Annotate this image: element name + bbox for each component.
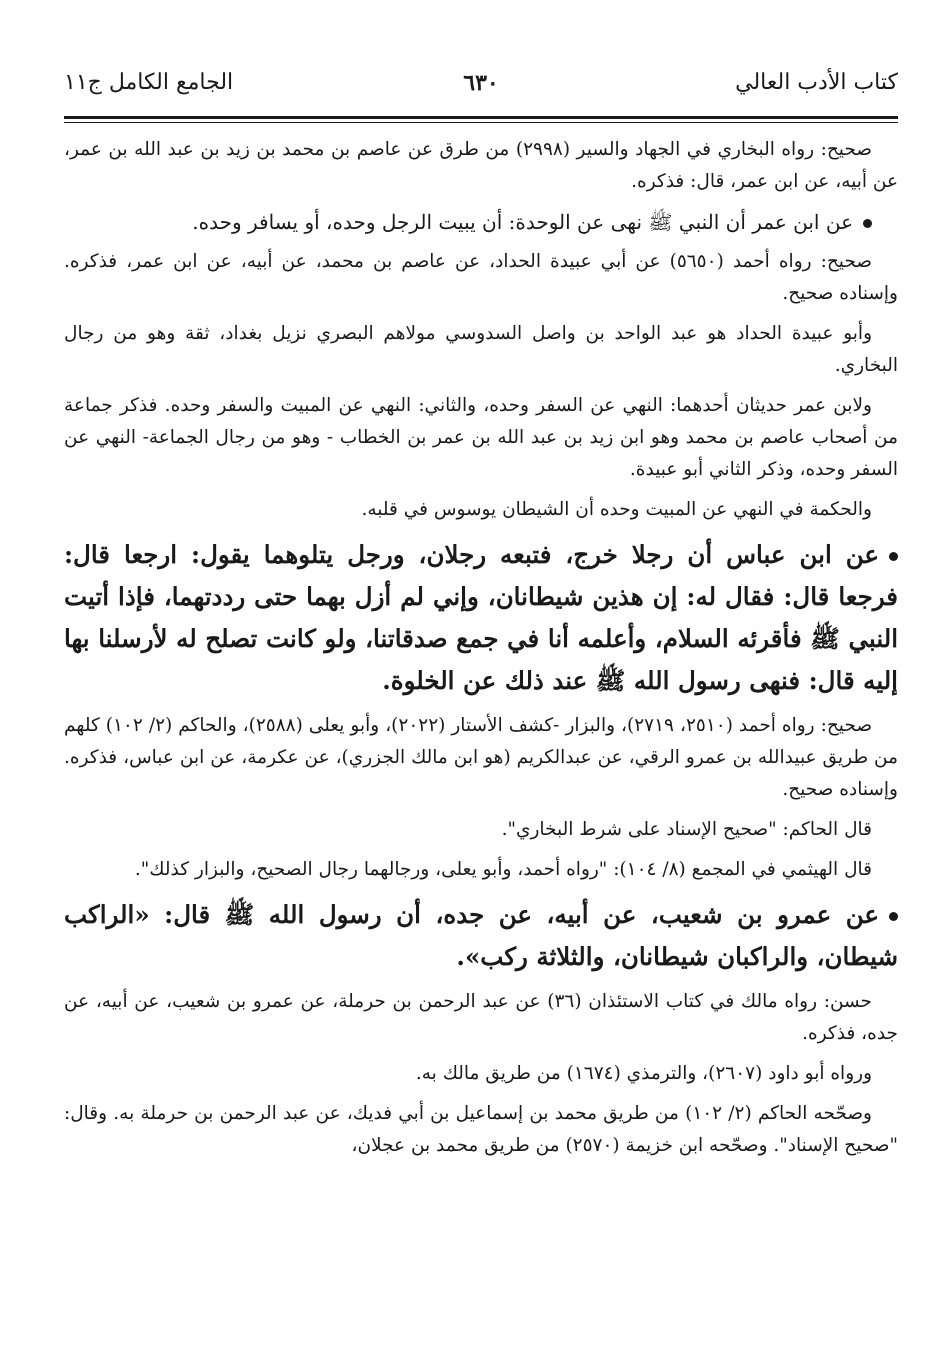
header-rule	[64, 116, 898, 123]
paragraph-text: ورواه أبو داود (٢٦٠٧)، والترمذي (١٦٧٤) من طريق مالك به.	[415, 1063, 872, 1084]
book-title: كتاب الأدب العالي	[735, 70, 898, 95]
page-body	[64, 134, 898, 1170]
commentary-paragraph	[64, 986, 898, 1050]
page-number: ٦٣٠	[463, 70, 499, 96]
paragraph-text: وصحّحه الحاكم (٢/ ١٠٢) من طريق محمد بن إسماعيل بن أبي فديك، عن عبد الرحمن بن حرملة به. وقال: "صحيح الإسناد". وصحّحه ابن خزيمة (٢٥٧٠) من طريق محمد بن عجلان،	[64, 1103, 898, 1156]
paragraph-text: والحكمة في النهي عن المبيت وحده أن الشيطان يوسوس في قلبه.	[361, 499, 872, 520]
hadith-paragraph	[64, 206, 898, 238]
paragraph-text: قال الحاكم: "صحيح الإسناد على شرط البخاري".	[501, 819, 872, 840]
paragraph-text: ولابن عمر حديثان أحدهما: النهي عن السفر وحده، والثاني: النهي عن المبيت والسفر وحده. فذكر جماعة من أصحاب عاصم بن محمد وهو ابن زيد بن عبد الله بن عمر بن الخطاب - وهو من رجال الجماعة- النهي عن السفر وحده، وذكر الثاني أبو عبيدة.	[64, 395, 898, 480]
paragraph-text: صحيح: رواه أحمد (٥٦٥٠) عن أبي عبيدة الحداد، عن عاصم بن محمد، عن أبيه، عن ابن عمر، فذكره. وإسناده صحيح.	[64, 251, 898, 304]
page-header	[64, 70, 898, 110]
hadith-paragraph	[64, 534, 898, 702]
commentary-paragraph	[64, 390, 898, 486]
commentary-paragraph	[64, 814, 898, 846]
commentary-paragraph	[64, 494, 898, 526]
paragraph-text: حسن: رواه مالك في كتاب الاستئذان (٣٦) عن عبد الرحمن بن حرملة، عن عمرو بن شعيب، عن أبيه، عن جده، فذكره.	[64, 991, 898, 1044]
paragraph-text: صحيح: رواه أحمد (٢٥١٠، ٢٧١٩)، والبزار -كشف الأستار (٢٠٢٢)، وأبو يعلى (٢٥٨٨)، والحاكم (٢/ ١٠٢) كلهم من طريق عبيدالله بن عمرو الرقي، عن عبدالكريم (هو ابن مالك الجزري)، عن عكرمة، عن ابن عباس، فذكره. وإسناده صحيح.	[64, 715, 898, 800]
commentary-paragraph	[64, 710, 898, 806]
bullet-icon	[889, 912, 898, 921]
commentary-paragraph	[64, 318, 898, 382]
commentary-paragraph	[64, 1098, 898, 1162]
paragraph-text: عن ابن عمر أن النبي ﷺ نهى عن الوحدة: أن يبيت الرجل وحده، أو يسافر وحده.	[192, 210, 853, 234]
volume-title: الجامع الكامل ج١١	[64, 70, 234, 95]
paragraph-text: عن ابن عباس أن رجلا خرج، فتبعه رجلان، ورجل يتلوهما يقول: ارجعا قال: فرجعا قال: فقال له: إن هذين شيطانان، وإني لم أزل بهما حتى رددتهما، فإذا أتيت النبي ﷺ فأقرئه السلام، وأعلمه أنا في جمع صدقاتنا، ولو كانت تصلح له لأرسلنا بها إليه قال: فنهى رسول الله ﷺ عند ذلك عن الخلوة.	[64, 540, 898, 695]
commentary-paragraph	[64, 854, 898, 886]
paragraph-text: وأبو عبيدة الحداد هو عبد الواحد بن واصل السدوسي مولاهم البصري نزيل بغداد، ثقة وهو من رجال البخاري.	[64, 323, 898, 376]
paragraph-text: صحيح: رواه البخاري في الجهاد والسير (٢٩٩٨) من طرق عن عاصم بن محمد بن زيد بن عبد الله بن عمر، عن أبيه، عن ابن عمر، قال: فذكره.	[64, 139, 898, 192]
commentary-paragraph	[64, 1058, 898, 1090]
hadith-paragraph	[64, 894, 898, 978]
commentary-paragraph	[64, 246, 898, 310]
paragraph-text: عن عمرو بن شعيب، عن أبيه، عن جده، أن رسول الله ﷺ قال: «الراكب شيطان، والراكبان شيطانان، والثلاثة ركب».	[64, 900, 898, 971]
commentary-paragraph	[64, 134, 898, 198]
paragraph-text: قال الهيثمي في المجمع (٨/ ١٠٤): "رواه أحمد، وأبو يعلى، ورجالهما رجال الصحيح، والبزار كذلك".	[134, 859, 872, 880]
bullet-icon	[863, 219, 872, 228]
bullet-icon	[889, 552, 898, 561]
